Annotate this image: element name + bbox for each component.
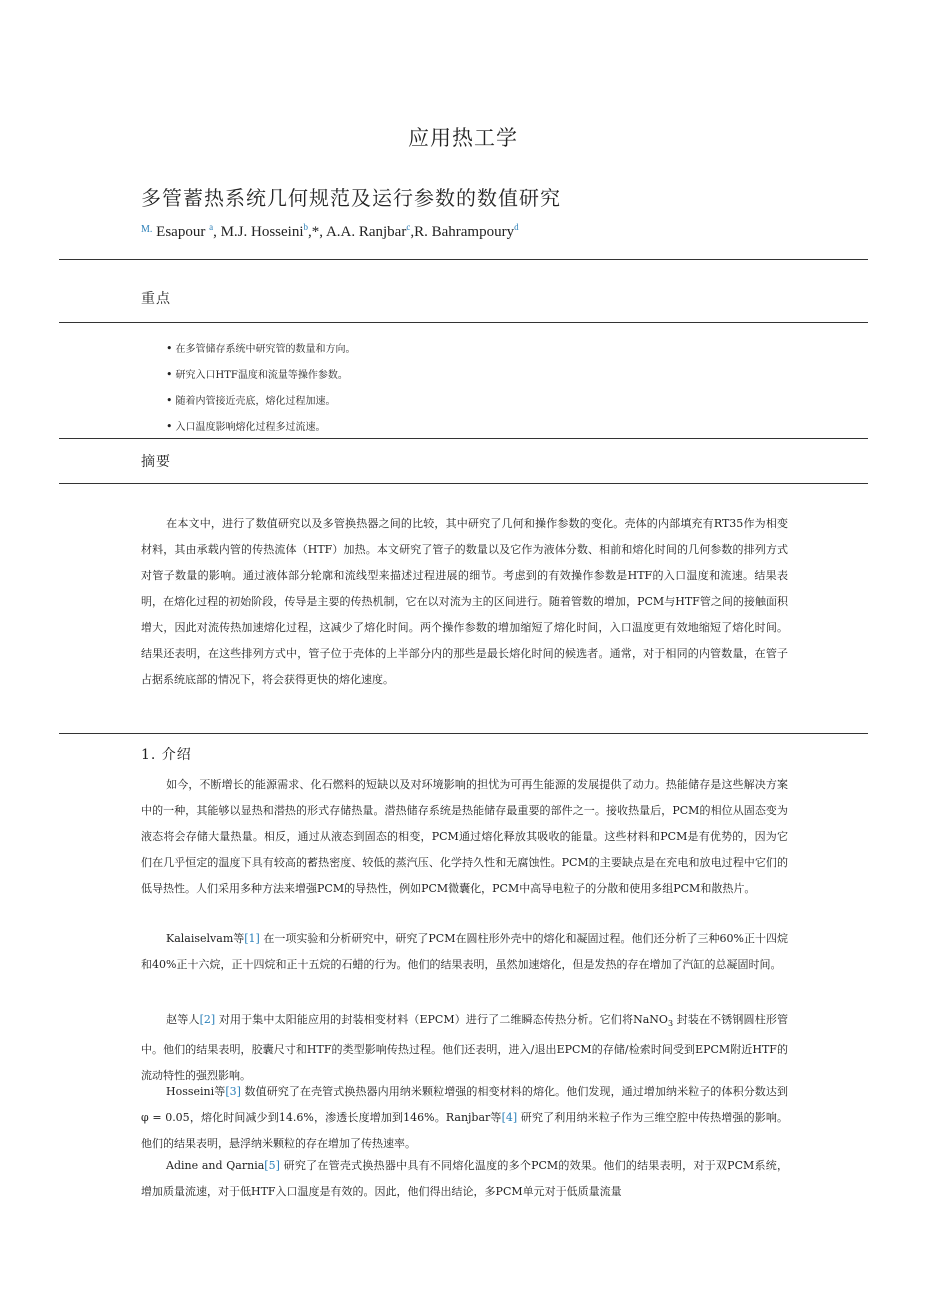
paragraph-text: 研究了利用纳米粒子作为三维空腔中传热增强的影响。他们的结果表明，悬浮纳米颗粒的存在增加了传热速率。 bbox=[141, 1111, 788, 1150]
divider bbox=[59, 438, 868, 439]
author-2-affiliation[interactable]: b bbox=[303, 222, 308, 232]
paragraph-text: Hosseini等 bbox=[166, 1085, 226, 1098]
intro-heading: 1. 介绍 bbox=[141, 747, 192, 763]
paragraph-text: 封装在不锈钢圆柱形管中。他们的结果表明，胶囊尺寸和HTF的类型影响传热过程。他们还表明，进入/退出EPCM的存储/检索时间受到EPCM附近HTF的流动特性的强烈影响。 bbox=[141, 1013, 789, 1083]
intro-paragraph-5 bbox=[141, 1153, 788, 1205]
abstract-text: 在本文中，进行了数值研究以及多管换热器之间的比较，其中研究了几何和操作参数的变化。壳体的内部填充有RT35作为相变材料，其由承载内管的传热流体（HTF）加热。本文研究了管子的数量以及它作为液体分数、相前和熔化时间的几何参数的排列方式对管子数量的影响。通过液体部分轮廓和流线型来描述过程进展的细节。考虑到的有效操作参数是HTF的入口温度和流速。结果表明，在熔化过程的初始阶段，传导是主要的传热机制，它在以对流为主的区间进行。随着管数的增加，PCM与HTF管之间的接触面积增大，因此对流传热加速熔化过程，这减少了熔化时间。两个操作参数的增加缩短了熔化时间，入口温度更有效地缩短了熔化时间。结果还表明，在这些排列方式中，管子位于壳体的上半部分内的那些是最长熔化时间的候选者。通常，对于相同的内管数量，在管子占据系统底部的情况下，将会获得更快的熔化速度。 bbox=[141, 517, 788, 686]
divider bbox=[59, 322, 868, 323]
author-4-affiliation[interactable]: d bbox=[514, 222, 519, 232]
paragraph-text: 研究了在管壳式换热器中具有不同熔化温度的多个PCM的效果。他们的结果表明，对于双PCM系统，增加质量流速，对于低HTF入口温度是有效的。因此，他们得出结论，多PCM单元对于低质量流量 bbox=[141, 1159, 789, 1198]
divider bbox=[59, 259, 868, 260]
intro-paragraph-1 bbox=[141, 772, 788, 902]
highlights-list bbox=[166, 336, 846, 440]
author-3-affiliation[interactable]: c bbox=[406, 222, 411, 232]
paragraph-text: 在一项实验和分析研究中，研究了PCM在圆柱形外壳中的熔化和凝固过程。他们还分析了三种60%正十四烷和40%正十六烷，正十四烷和正十五烷的石蜡的行为。他们的结果表明，虽然加速熔化，但是发热的存在增加了汽缸的总凝固时间。 bbox=[141, 932, 789, 971]
abstract-paragraph bbox=[141, 511, 788, 693]
author-3-name[interactable]: A.A. Ranjbar bbox=[325, 224, 407, 240]
citation-link[interactable]: [3] bbox=[225, 1085, 241, 1098]
divider bbox=[59, 733, 868, 734]
journal-name: 应用热工学 bbox=[408, 126, 518, 150]
paragraph-text: 赵等人 bbox=[166, 1013, 200, 1026]
corresponding-mark: ,* bbox=[308, 224, 320, 240]
paragraph-text: Kalaiselvam等 bbox=[166, 932, 245, 945]
author-list: $^{M.}$ Esapour $^a$, M.J. Hosseini$^b$,*, A.A. Ranjbar$^c$,R. Bahrampoury$^d$ bbox=[141, 222, 519, 240]
author-4-name[interactable]: R. Bahrampoury bbox=[414, 224, 515, 240]
paragraph-text: 如今，不断增长的能源需求、化石燃料的短缺以及对环境影响的担忧为可再生能源的发展提供了动力。热能储存是这些解决方案中的一种，其能够以显热和潜热的形式存储热量。潜热储存系统是热能储存最重要的部件之一。接收热量后，PCM的相位从固态变为液态将会存储大量热量。相反，通过从液态到固态的相变，PCM通过熔化释放其吸收的能量。这些材料和PCM是有优势的，因为它们在几乎恒定的温度下具有较高的蓄热密度、较低的蒸汽压、化学持久性和无腐蚀性。PCM的主要缺点是在充电和放电过程中它们的低导热性。人们采用多种方法来增强PCM的导热性，例如PCM微囊化，PCM中高导电粒子的分散和使用多组PCM和散热片。 bbox=[141, 778, 788, 895]
author-1-affiliation[interactable]: a bbox=[209, 222, 214, 232]
highlight-item: • 研究入口HTF温度和流量等操作参数。 bbox=[166, 362, 846, 388]
citation-link[interactable]: [2] bbox=[199, 1013, 216, 1026]
paper-title: 多管蓄热系统几何规范及运行参数的数值研究 bbox=[141, 186, 561, 210]
subscript: 3 bbox=[667, 1019, 674, 1029]
abstract-heading: 摘要 bbox=[141, 454, 171, 470]
citation-link[interactable]: [4] bbox=[501, 1111, 518, 1124]
citation-link[interactable]: [1] bbox=[244, 932, 260, 945]
intro-paragraph-4 bbox=[141, 1079, 788, 1157]
paragraph-text: 对用于集中太阳能应用的封装相变材料（EPCM）进行了二维瞬态传热分析。它们将NaNO bbox=[215, 1013, 668, 1026]
divider bbox=[59, 483, 868, 484]
intro-paragraph-2 bbox=[141, 926, 788, 978]
highlight-item: • 入口温度影响熔化过程多过流速。 bbox=[166, 414, 846, 440]
author-1-name[interactable]: Esapour bbox=[152, 224, 206, 240]
intro-paragraph-3 bbox=[141, 1007, 788, 1089]
citation-link[interactable]: [5] bbox=[264, 1159, 280, 1172]
author-2-name[interactable]: M.J. Hosseini bbox=[220, 224, 304, 240]
highlights-heading: 重点 bbox=[141, 291, 171, 307]
highlight-item: • 在多管储存系统中研究管的数量和方向。 bbox=[166, 336, 846, 362]
author-1-initial[interactable]: M. bbox=[141, 224, 153, 235]
paragraph-text: 数值研究了在壳管式换热器内用纳米颗粒增强的相变材料的熔化。他们发现，通过增加纳米粒子的体积分数达到φ = 0.05，熔化时间减少到14.6%，渗透长度增加到146%。Ranjbar等 bbox=[141, 1085, 788, 1124]
paragraph-text: Adine and Qarnia bbox=[166, 1159, 265, 1172]
highlight-item: • 随着内管接近壳底，熔化过程加速。 bbox=[166, 388, 846, 414]
